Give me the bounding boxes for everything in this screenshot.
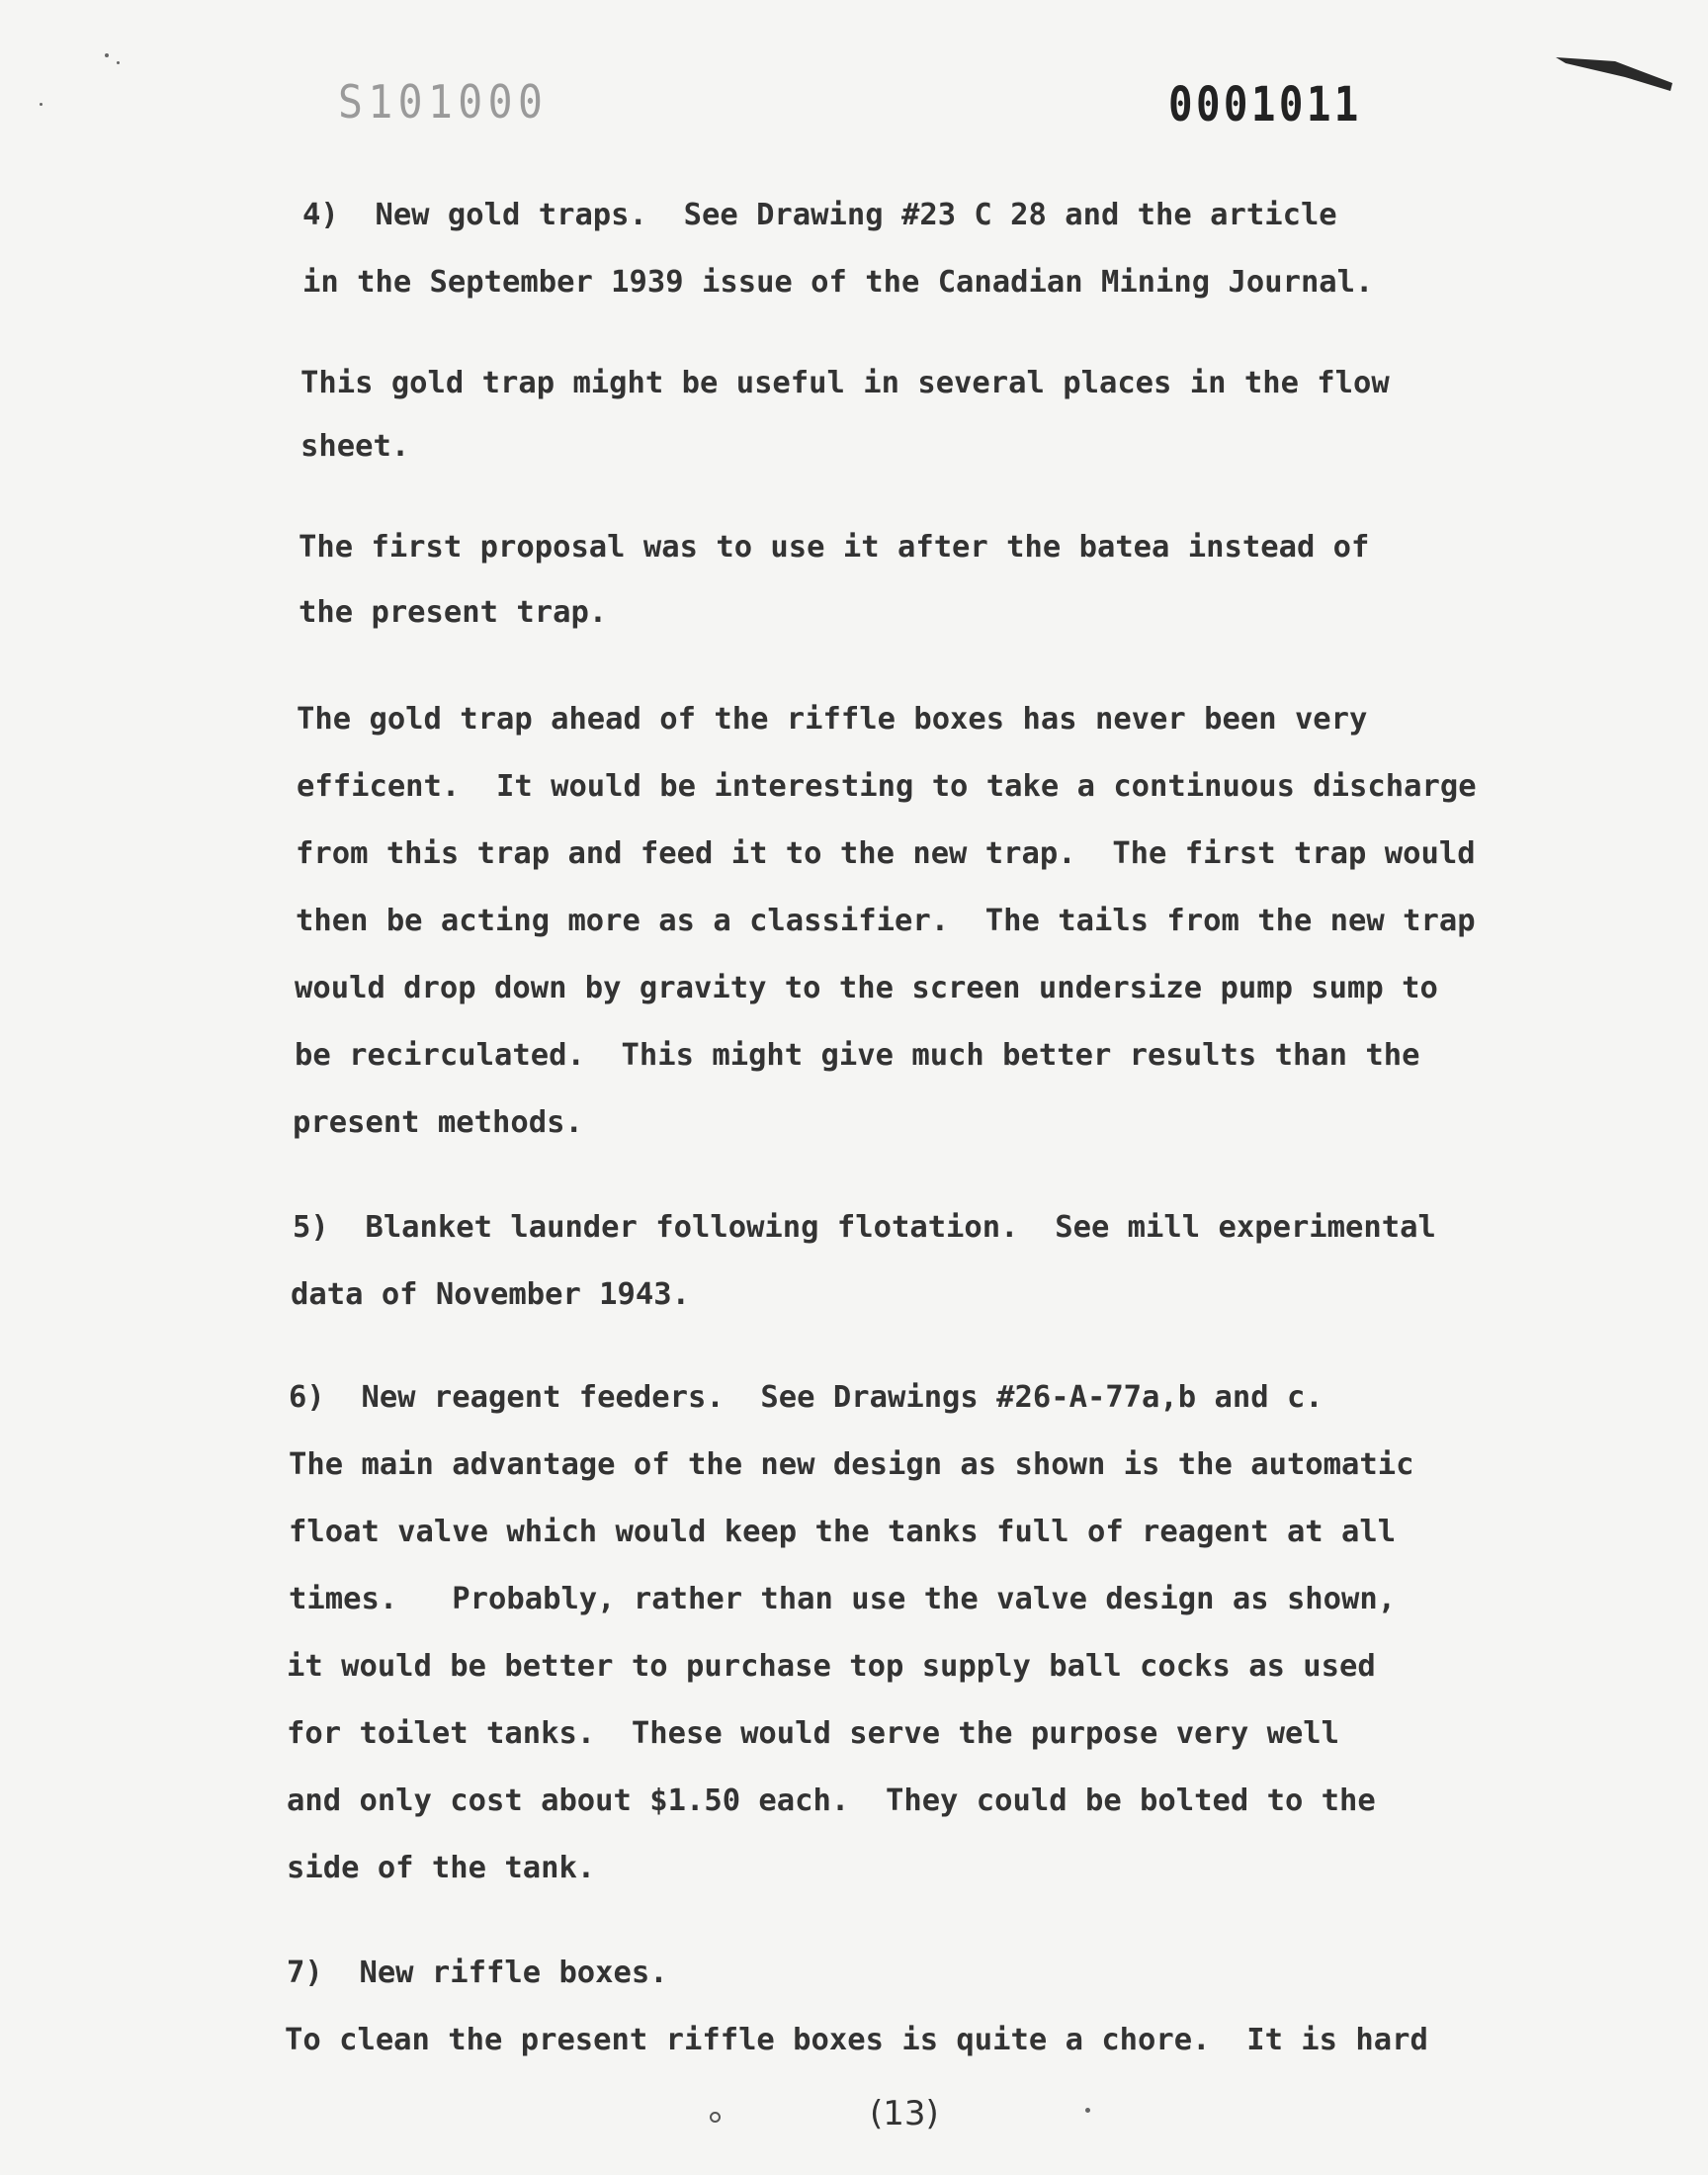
text-line: 7) New riffle boxes. [287, 1956, 668, 1990]
text-line: side of the tank. [287, 1851, 596, 1885]
text-line: the present trap. [299, 595, 608, 630]
text-line: sheet. [300, 429, 410, 464]
text-line: and only cost about $1.50 each. They could be bolted to the [287, 1784, 1376, 1818]
text-line: would drop down by gravity to the screen undersize pump sump to [295, 971, 1438, 1005]
text-line: it would be better to purchase top supply ball cocks as used [287, 1649, 1376, 1684]
text-line: in the September 1939 issue of the Canadian Mining Journal. [302, 265, 1374, 300]
text-line: The gold trap ahead of the riffle boxes has never been very [297, 702, 1368, 737]
punch-dot-icon [710, 2112, 721, 2123]
text-line: 5) Blanket launder following flotation. See mill experimental [293, 1210, 1436, 1245]
corner-scan-mark-icon [1556, 55, 1674, 95]
text-line: data of November 1943. [291, 1277, 690, 1312]
page-number: (13) [870, 2094, 939, 2133]
text-line: times. Probably, rather than use the valve design as shown, [289, 1582, 1397, 1616]
text-line: present methods. [293, 1105, 583, 1140]
text-line: be recirculated. This might give much better results than the [295, 1038, 1420, 1073]
reference-number-faded: S101000 [338, 75, 549, 129]
text-line: then be acting more as a classifier. The tails from the new trap [296, 904, 1476, 938]
text-line: The first proposal was to use it after the batea instead of [299, 530, 1370, 565]
text-line: for toilet tanks. These would serve the purpose very well [287, 1716, 1340, 1751]
reference-number: 0001011 [1168, 77, 1362, 132]
text-line: 4) New gold traps. See Drawing #23 C 28 and the article [302, 198, 1337, 232]
text-line: 6) New reagent feeders. See Drawings #26-A-77a,b and c. [289, 1380, 1324, 1415]
text-line: float valve which would keep the tanks full of reagent at all [289, 1515, 1397, 1549]
text-line: from this trap and feed it to the new trap. The first trap would [296, 836, 1476, 871]
text-line: The main advantage of the new design as shown is the automatic [289, 1447, 1414, 1482]
text-line: This gold trap might be useful in several places in the flow [300, 366, 1390, 400]
text-line: To clean the present riffle boxes is quite a chore. It is hard [285, 2023, 1428, 2057]
text-line: efficent. It would be interesting to take a continuous discharge [297, 769, 1477, 804]
